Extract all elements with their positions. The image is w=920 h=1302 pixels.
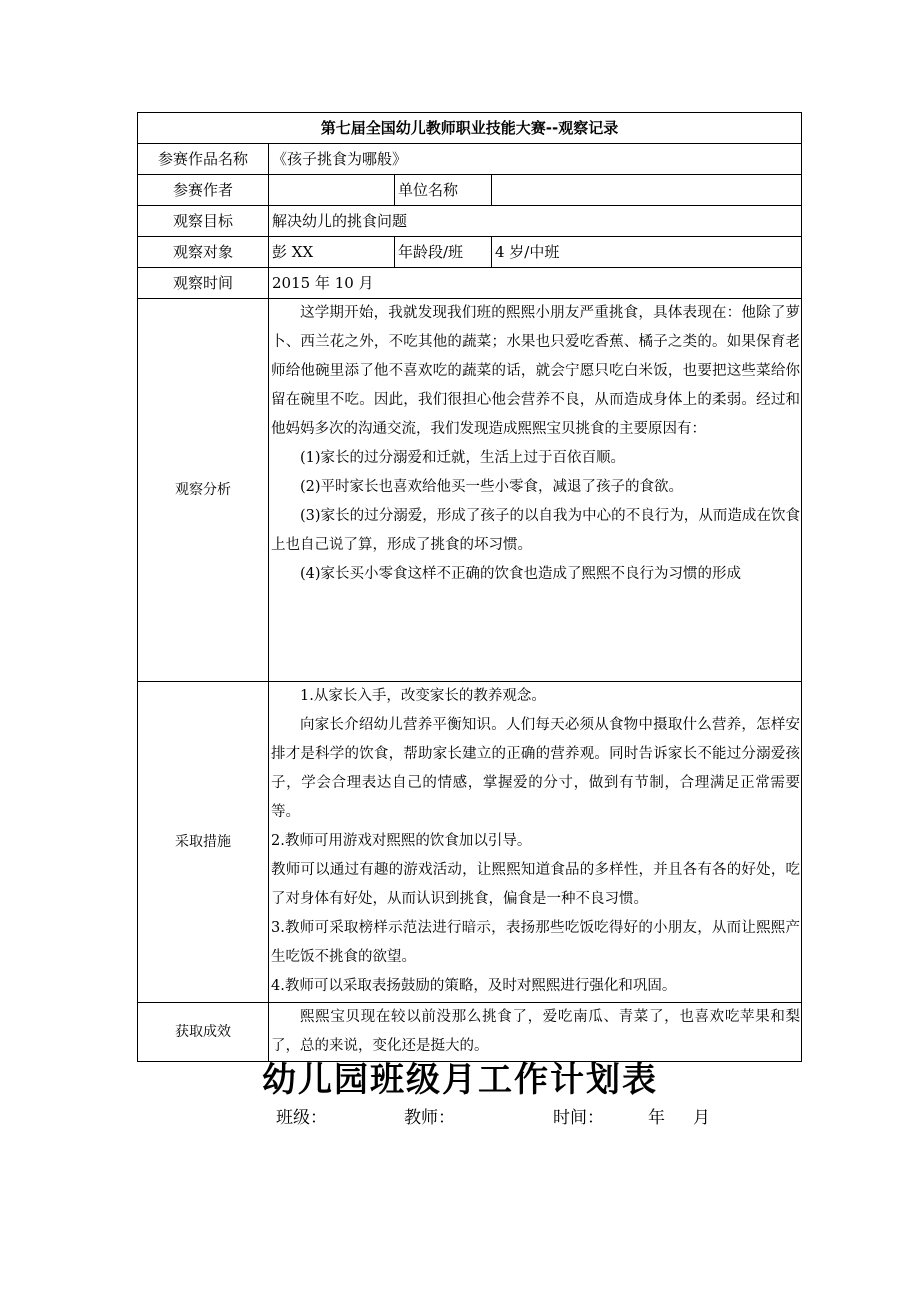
teacher-label: 教师： <box>404 1108 455 1128</box>
analysis-paragraph: (1)家长的过分溺爱和迁就，生活上过于百依百顺。 <box>300 450 626 466</box>
class-label: 班级： <box>276 1108 327 1128</box>
author-value <box>269 175 395 206</box>
measures-paragraph: 2.教师可用游戏对熙熙的饮食加以引导。 <box>271 833 532 849</box>
analysis-content <box>269 299 802 682</box>
analysis-label: 观察分析 <box>138 299 269 682</box>
analysis-paragraph: (3)家长的过分溺爱，形成了孩子的以自我为中心的不良行为，从而造成在饮食上也自己说了算，形成了挑食的坏习惯。 <box>271 508 801 553</box>
year-label: 年 <box>648 1108 665 1128</box>
goal-label: 观察目标 <box>138 206 269 237</box>
time-value: 2015 年 10 月 <box>269 268 802 299</box>
analysis-paragraph: (2)平时家长也喜欢给他买一些小零食，减退了孩子的食欲。 <box>300 479 684 495</box>
measures-paragraph: 教师可以通过有趣的游戏活动，让熙熙知道食品的多样性，并且各有各的好处，吃了对身体有好处，从而认识到挑食，偏食是一种不良习惯。 <box>271 862 801 907</box>
unit-value <box>492 175 802 206</box>
observation-record-table <box>137 112 802 1062</box>
age-value: 4 岁/中班 <box>492 237 802 268</box>
measures-paragraph: 向家长介绍幼儿营养平衡知识。人们每天必须从食物中摄取什么营养，怎样安排才是科学的饮食，帮助家长建立的正确的营养观。同时告诉家长不能过分溺爱孩子，学会合理表达自己的情感，掌握爱的分寸，做到有节制，合理满足正常需要等。 <box>271 717 801 820</box>
measures-paragraph: 4.教师可以采取表扬鼓励的策略，及时对熙熙进行强化和巩固。 <box>271 978 677 994</box>
measures-label: 采取措施 <box>138 682 269 1003</box>
unit-label: 单位名称 <box>395 175 492 206</box>
date-label: 时间： <box>553 1108 604 1128</box>
analysis-paragraph: 这学期开始，我就发现我们班的熙熙小朋友严重挑食，具体表现在：他除了萝卜、西兰花之外，不吃其他的蔬菜；水果也只爱吃香蕉、橘子之类的。如果保育老师给他碗里添了他不喜欢吃的蔬菜的话，就会宁愿只吃白米饭，也要把这些菜给你留在碗里不吃。因此，我们很担心他会营养不良，从而造成身体上的柔弱。经过和他妈妈多次的沟通交流，我们发现造成熙熙宝贝挑食的主要原因有： <box>271 305 801 437</box>
work-name-label: 参赛作品名称 <box>138 144 269 175</box>
subject-label: 观察对象 <box>138 237 269 268</box>
result-paragraph: 熙熙宝贝现在较以前没那么挑食了，爱吃南瓜、青菜了，也喜欢吃苹果和梨了，总的来说，变化还是挺大的。 <box>271 1009 801 1054</box>
goal-value: 解决幼儿的挑食问题 <box>269 206 802 237</box>
plan-title: 幼儿园班级月工作计划表 <box>262 1060 658 1100</box>
author-label: 参赛作者 <box>138 175 269 206</box>
measures-paragraph: 1.从家长入手，改变家长的教养观念。 <box>300 688 546 704</box>
time-label: 观察时间 <box>138 268 269 299</box>
age-label: 年龄段/班 <box>395 237 492 268</box>
work-name-value: 《孩子挑食为哪般》 <box>269 144 802 175</box>
measures-content <box>269 682 802 1003</box>
month-label: 月 <box>693 1108 710 1128</box>
analysis-paragraph: (4)家长买小零食这样不正确的饮食也造成了熙熙不良行为习惯的形成 <box>300 566 742 582</box>
result-label: 获取成效 <box>138 1003 269 1062</box>
record-title: 第七届全国幼儿教师职业技能大赛--观察记录 <box>138 113 802 144</box>
subject-value: 彭 XX <box>269 237 395 268</box>
measures-paragraph: 3.教师可采取榜样示范法进行暗示，表扬那些吃饭吃得好的小朋友，从而让熙熙产生吃饭不挑食的欲望。 <box>271 920 801 965</box>
